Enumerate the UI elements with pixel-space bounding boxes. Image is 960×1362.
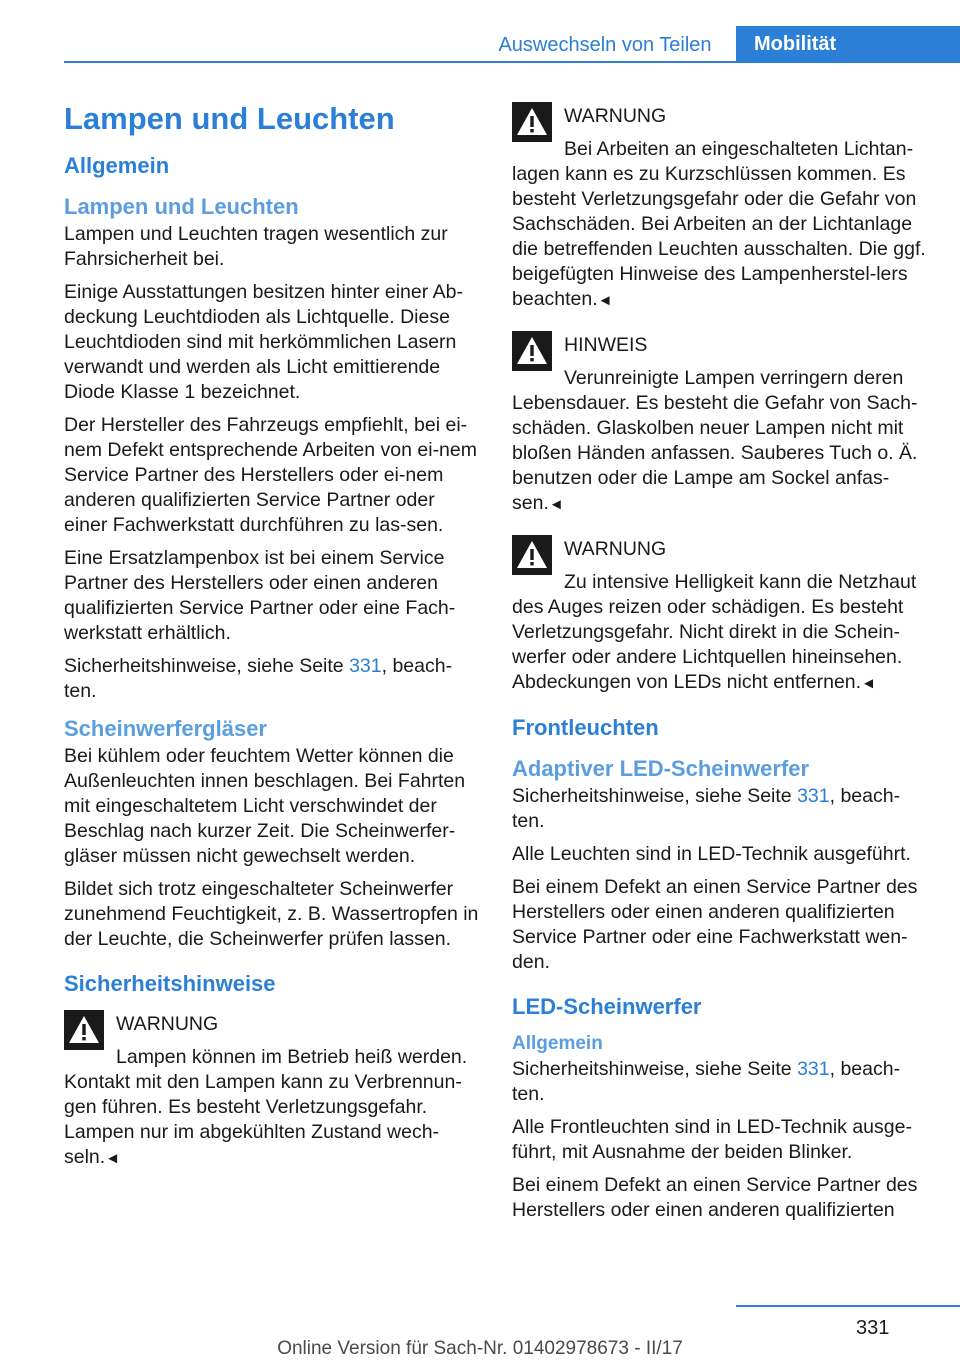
paragraph: Lampen und Leuchten tragen wesentlich zur Fahrsicherheit bei. <box>64 223 448 270</box>
text: , beach-ten. <box>64 655 453 702</box>
warning-text <box>512 570 932 696</box>
warning-text <box>512 137 932 313</box>
header-rule <box>64 61 960 63</box>
end-mark-icon: ◄ <box>861 675 876 692</box>
end-mark-icon: ◄ <box>548 496 564 513</box>
heading-sicherheitshinweise: Sicherheitshinweise <box>64 971 276 996</box>
warning-text <box>64 1045 480 1171</box>
right-column <box>512 98 932 1231</box>
subheading-scheinwerferglaeser: Scheinwerfergläser <box>64 716 267 741</box>
header-section: Auswechseln von Teilen <box>498 34 712 56</box>
warning-block <box>64 1006 480 1171</box>
left-column <box>64 98 480 1185</box>
text: Lampen können im Betrieb heiß werden. Kontakt mit den Lampen kann zu Verbrennun-gen führen. Es besteht Verletzungsgefahr. Lampen nur im abgekühlten Zustand wech-seln. <box>64 1046 468 1168</box>
warning-triangle-icon <box>512 331 552 371</box>
paragraph-safety-ref <box>64 654 480 704</box>
subheading-adaptiver-led: Adaptiver LED-Scheinwerfer <box>512 756 810 781</box>
heading-allgemein: Allgemein <box>64 153 170 178</box>
page-title: Lampen und Leuchten <box>64 101 395 136</box>
paragraph: Alle Frontleuchten sind in LED-Technik ausge-führt, mit Ausnahme der beiden Blinker. <box>512 1116 912 1163</box>
warning-block <box>512 531 932 696</box>
page-link[interactable]: 331 <box>797 1058 830 1080</box>
text: Bei Arbeiten an eingeschalteten Lichtan-lagen kann es zu Kurzschlüssen kommen. Es besteht Verletzungsgefahr oder die Gefahr von Sachschäden. Bei Arbeiten an der Lichtanlage die betreffenden Leuchten ausschalten. Die ggf. beigefügten Hinweise des Lampenherstel-lers beachten. <box>512 138 926 310</box>
page-link[interactable]: 331 <box>797 785 830 807</box>
heading-led-scheinwerfer: LED-Scheinwerfer <box>512 994 702 1019</box>
page-number: 331 <box>856 1317 890 1339</box>
warning-triangle-icon <box>512 535 552 575</box>
footer-rule <box>736 1305 960 1307</box>
heading-frontleuchten: Frontleuchten <box>512 715 659 740</box>
warning-keyword: WARNUNG <box>116 1013 219 1035</box>
subheading-allgemein: Allgemein <box>512 1033 603 1054</box>
note-keyword: HINWEIS <box>564 334 648 356</box>
text: Verunreinigte Lampen verringern deren Lebensdauer. Es besteht die Gefahr von Sach-schäden. Glaskolben neuer Lampen nicht mit bloßen Händen anfassen. Sauberes Tuch o. Ä. benutzen oder die Lampe am Sockel anfas-sen. <box>512 367 918 514</box>
paragraph: Bei einem Defekt an einen Service Partner des Herstellers oder einen anderen qualifizierten <box>512 1174 918 1221</box>
footer-text: Online Version für Sach-Nr. 01402978673 - II/17 <box>277 1338 683 1359</box>
warning-triangle-icon <box>64 1010 104 1050</box>
text: Sicherheitshinweise, siehe Seite <box>512 785 798 807</box>
text: Zu intensive Helligkeit kann die Netzhaut des Auges reizen oder schädigen. Es besteht Verletzungsgefahr. Nicht direkt in die Schein-werfer oder andere Lichtquellen hineinsehen. Abdeckungen von LEDs nicht entfernen. <box>512 571 917 693</box>
paragraph: Einige Ausstattungen besitzen hinter einer Ab-deckung Leuchtdioden als Lichtquelle. Diese Leuchtdioden sind mit herkömmlichen Lasern verwandt und werden als Licht emittierende Diode Klasse 1 bezeichnet. <box>64 281 463 403</box>
warning-keyword: WARNUNG <box>564 105 667 127</box>
text: , beach-ten. <box>512 785 901 832</box>
paragraph: Bei einem Defekt an einen Service Partner des Herstellers oder einen anderen qualifizierten Service Partner oder eine Fachwerkstatt wen-den. <box>512 876 918 973</box>
paragraph: Eine Ersatzlampenbox ist bei einem Service Partner des Herstellers oder einen anderen qualifizierten Service Partner oder eine Fach-werkstatt erhältlich. <box>64 547 456 644</box>
paragraph-safety-ref <box>512 1057 932 1107</box>
paragraph: Bildet sich trotz eingeschalteter Scheinwerfer zunehmend Feuchtigkeit, z. B. Wassertropfen in der Leuchte, die Scheinwerfer prüfen lassen. <box>64 878 479 950</box>
end-mark-icon: ◄ <box>597 292 613 309</box>
warning-block <box>512 98 932 313</box>
paragraph-safety-ref <box>512 784 932 834</box>
page-link[interactable]: 331 <box>349 655 382 677</box>
text: Sicherheitshinweise, siehe Seite <box>64 655 350 677</box>
paragraph: Alle Leuchten sind in LED-Technik ausgeführt. <box>512 843 911 865</box>
header-chapter: Mobilität <box>736 26 960 62</box>
end-mark-icon: ◄ <box>105 1150 121 1167</box>
warning-keyword: WARNUNG <box>564 538 667 560</box>
warning-triangle-icon <box>512 102 552 142</box>
text: Sicherheitshinweise, siehe Seite <box>512 1058 798 1080</box>
paragraph: Bei kühlem oder feuchtem Wetter können die Außenleuchten innen beschlagen. Bei Fahrten mit eingeschaltetem Licht verschwindet der Beschlag nach kurzer Zeit. Die Scheinwerfer-gläser müssen nicht gewechselt werden. <box>64 745 466 867</box>
paragraph: Der Hersteller des Fahrzeugs empfiehlt, bei ei-nem Defekt entsprechende Arbeiten von ei-nem Service Partner des Herstellers oder ei-nem anderen qualifizierten Service Partner oder einer Fachwerkstatt durchführen zu las-sen. <box>64 414 477 536</box>
subheading-lampen: Lampen und Leuchten <box>64 194 299 219</box>
note-text <box>512 366 932 517</box>
text: , beach-ten. <box>512 1058 901 1105</box>
note-block <box>512 327 932 517</box>
